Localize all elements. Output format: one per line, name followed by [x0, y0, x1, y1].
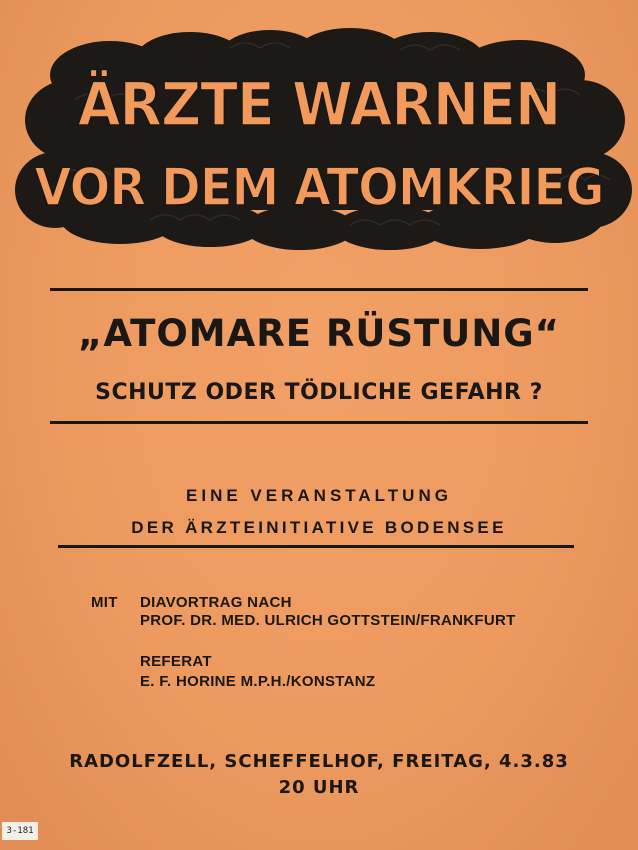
- rule-lower: [58, 545, 574, 548]
- headline-line-1: ÄRZTE WARNEN: [77, 70, 561, 140]
- rule-middle: [50, 421, 588, 424]
- program-mit-label: MIT: [91, 594, 118, 611]
- headline-line-2: VOR DEM ATOMKRIEG: [34, 158, 604, 218]
- archive-stamp: 3-181: [2, 822, 38, 840]
- organizer-line-2: DER ÄRZTEINITIATIVE BODENSEE: [131, 518, 507, 537]
- subtitle: SCHUTZ ODER TÖDLICHE GEFAHR ?: [95, 380, 543, 405]
- organizer-line-1: EINE VERANSTALTUNG: [186, 486, 452, 505]
- footer-time: 20 UHR: [278, 777, 360, 798]
- program-item2-line1: REFERAT: [140, 653, 212, 670]
- program-item2-line2: E. F. HORINE M.P.H./KONSTANZ: [140, 673, 376, 690]
- main-title: „ATOMARE RÜSTUNG“: [78, 312, 560, 355]
- rule-top: [50, 288, 588, 291]
- program-item1-line1: DIAVORTRAG NACH: [140, 594, 292, 611]
- program-item1-line2: PROF. DR. MED. ULRICH GOTTSTEIN/FRANKFURT: [140, 612, 516, 629]
- footer-place-date: RADOLFZELL, SCHEFFELHOF, FREITAG, 4.3.83: [69, 751, 569, 772]
